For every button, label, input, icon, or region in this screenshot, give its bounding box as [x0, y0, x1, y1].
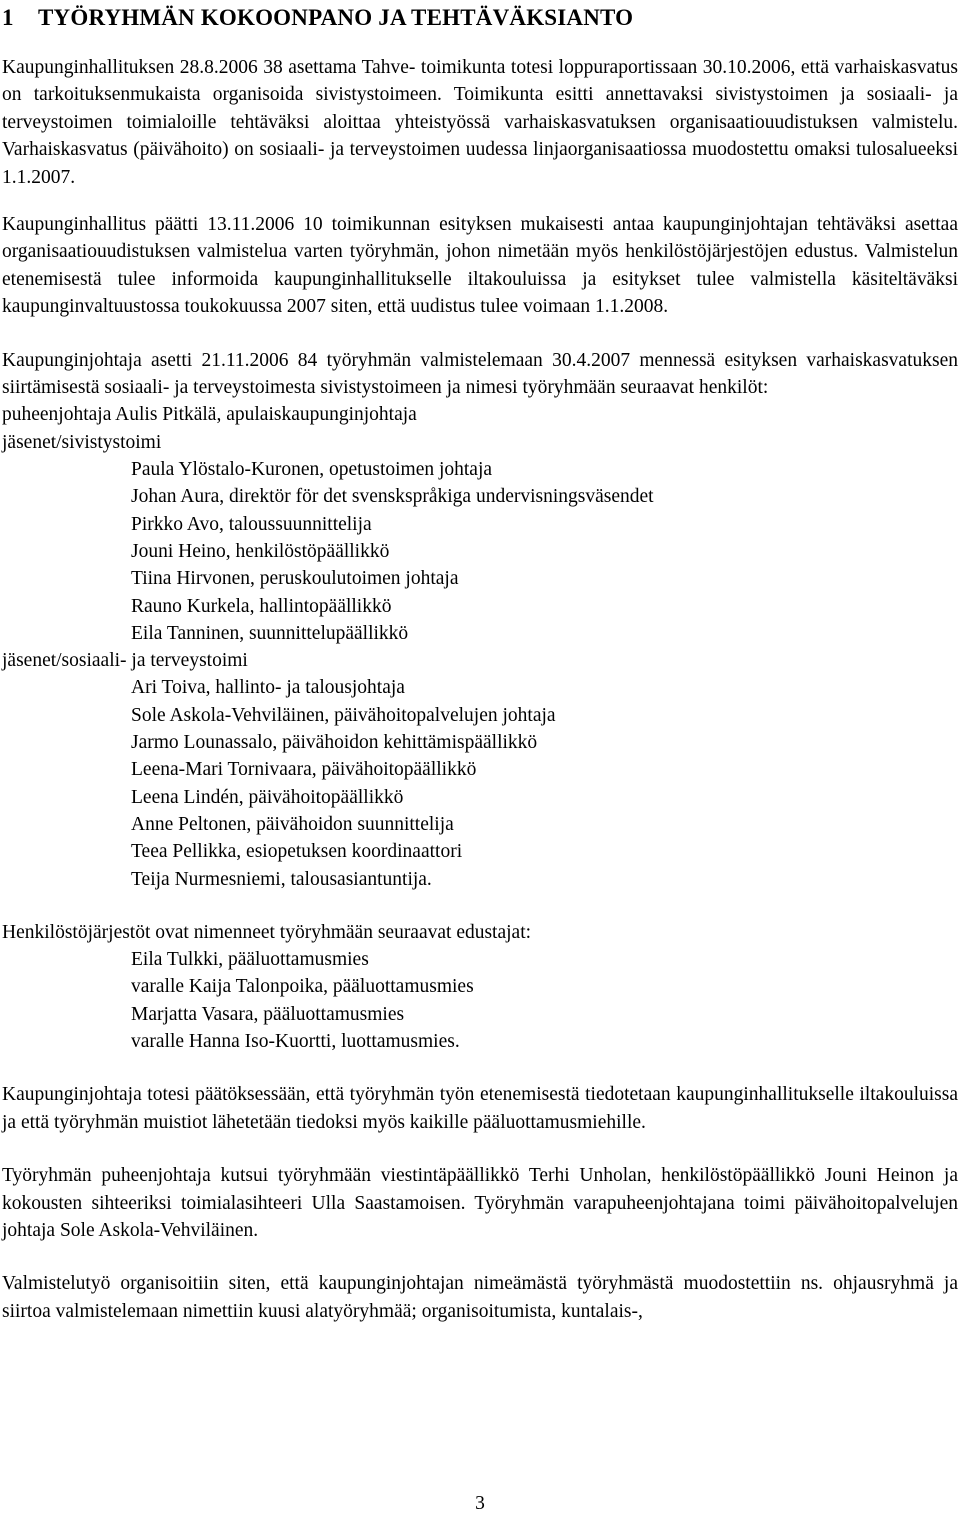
- member-item: Sole Askola-Vehviläinen, päivähoitopalvelujen johtaja: [131, 704, 556, 726]
- union-representatives: [2, 946, 960, 1055]
- group-education-label: jäsenet/sivistystoimi: [2, 431, 162, 453]
- member-item: Jarmo Lounassalo, päivähoidon kehittämispäällikkö: [131, 732, 538, 754]
- representative-item: varalle Kaija Talonpoika, pääluottamusmies: [131, 976, 474, 998]
- member-item: Teea Pellikka, esiopetuksen koordinaattori: [131, 841, 463, 863]
- section-number: 1: [2, 5, 14, 30]
- paragraph-city-board-decision: Kaupunginhallitus päätti 13.11.2006 10 toimikunnan esityksen mukaisesti antaa kaupunginjohtajan tehtäväksi asettaa organisaatiouudistuksen valmistelua varten työryhmän, johon nimetään myös henkilöstöjärjestöjen edustus. Valmistelun etenemisestä tulee informoida kaupunginhallitukselle iltakouluissa ja esitykset tulee valmistella käsiteltäväksi kaupunginvaltuustossa toukokuussa 2007 siten, että uudistus tulee voimaan 1.1.2008.: [2, 214, 958, 318]
- paragraph-mayor-note: Kaupunginjohtaja totesi päätöksessään, että työryhmän työn etenemisestä tiedotetaan kaupunginhallitukselle iltakouluissa ja että työryhmän muistiot lähetetään tiedoksi myös kaikille pääluottamusmiehille.: [2, 1084, 958, 1133]
- paragraph-tahve-report: Kaupunginhallituksen 28.8.2006 38 asettama Tahve- toimikunta totesi loppuraportissaan 30.10.2006, että varhaiskasvatus on tarkoituksenmukaista organisoida sivistystoimeen. Toimikunta esitti annettavaksi sivistystoimen ja sosiaali- ja terveystoimen toimialoille tehtäväksi aloittaa yhteistyössä varhaiskasvatuksen organisaatiouudistuksen valmistelu. Varhaiskasvatus (päivähoito) on sosiaali- ja terveystoimen uudessa linjaorganisaatiossa muodostettu omaksi tulosalueeksi 1.1.2007.: [2, 57, 958, 188]
- representative-item: Eila Tulkki, pääluottamusmies: [131, 949, 369, 971]
- member-item: Leena-Mari Tornivaara, päivähoitopäällikkö: [131, 759, 477, 781]
- member-item: Anne Peltonen, päivähoidon suunnittelija: [131, 813, 454, 835]
- page-number: 3: [475, 1493, 485, 1514]
- paragraph-organisation: Valmistelutyö organisoitiin siten, että kaupunginjohtajan nimeämästä työryhmästä muodostettiin ns. ohjausryhmä ja siirtoa valmistelemaan nimettiin kuusi alatyöryhmää; organisoitumista, kuntalais-,: [2, 1273, 958, 1322]
- member-item: Paula Ylöstalo-Kuronen, opetustoimen johtaja: [131, 459, 493, 481]
- member-item: Pirkko Avo, taloussuunnittelija: [131, 513, 372, 535]
- member-item: Eila Tanninen, suunnittelupäällikkö: [131, 622, 409, 644]
- group-education-members: [2, 456, 960, 647]
- section-title: TYÖRYHMÄN KOKOONPANO JA TEHTÄVÄKSIANTO: [38, 5, 634, 30]
- paragraph-mayor-appointment: Kaupunginjohtaja asetti 21.11.2006 84 työryhmän valmistelemaan 30.4.2007 mennessä esityksen varhaiskasvatuksen siirtämisestä sosiaali- ja terveystoimesta sivistystoimeen ja nimesi työryhmään seuraavat henkilöt:: [2, 349, 958, 399]
- member-item: Teija Nurmesniemi, talousasiantuntija.: [131, 868, 432, 890]
- member-item: Rauno Kurkela, hallintopäällikkö: [131, 595, 392, 617]
- member-item: Tiina Hirvonen, peruskoulutoimen johtaja: [131, 568, 459, 590]
- chair-line: puheenjohtaja Aulis Pitkälä, apulaiskaupunginjohtaja: [2, 404, 417, 426]
- group-social-members: [2, 674, 960, 892]
- member-item: Leena Lindén, päivähoitopäällikkö: [131, 786, 404, 808]
- group-social-label: jäsenet/sosiaali- ja terveystoimi: [2, 650, 248, 672]
- paragraph-union-intro: Henkilöstöjärjestöt ovat nimenneet työryhmään seuraavat edustajat:: [2, 921, 532, 943]
- representative-item: Marjatta Vasara, pääluottamusmies: [131, 1003, 405, 1025]
- member-item: Jouni Heino, henkilöstöpäällikkö: [131, 540, 390, 562]
- paragraph-chair-invitations: Työryhmän puheenjohtaja kutsui työryhmään viestintäpäällikkö Terhi Unholan, henkilöstöpäällikkö Jouni Heinon ja kokousten sihteeriksi toimialasihteeri Ulla Saastamoisen. Työryhmän varapuheenjohtajana toimi päivähoitopalvelujen johtaja Sole Askola-Vehviläinen.: [2, 1165, 958, 1241]
- member-item: Johan Aura, direktör för det svenskspråkiga undervisningsväsendet: [131, 486, 654, 508]
- representative-item: varalle Hanna Iso-Kuortti, luottamusmies.: [131, 1031, 460, 1052]
- member-item: Ari Toiva, hallinto- ja talousjohtaja: [131, 677, 405, 699]
- section-heading: [2, 4, 960, 32]
